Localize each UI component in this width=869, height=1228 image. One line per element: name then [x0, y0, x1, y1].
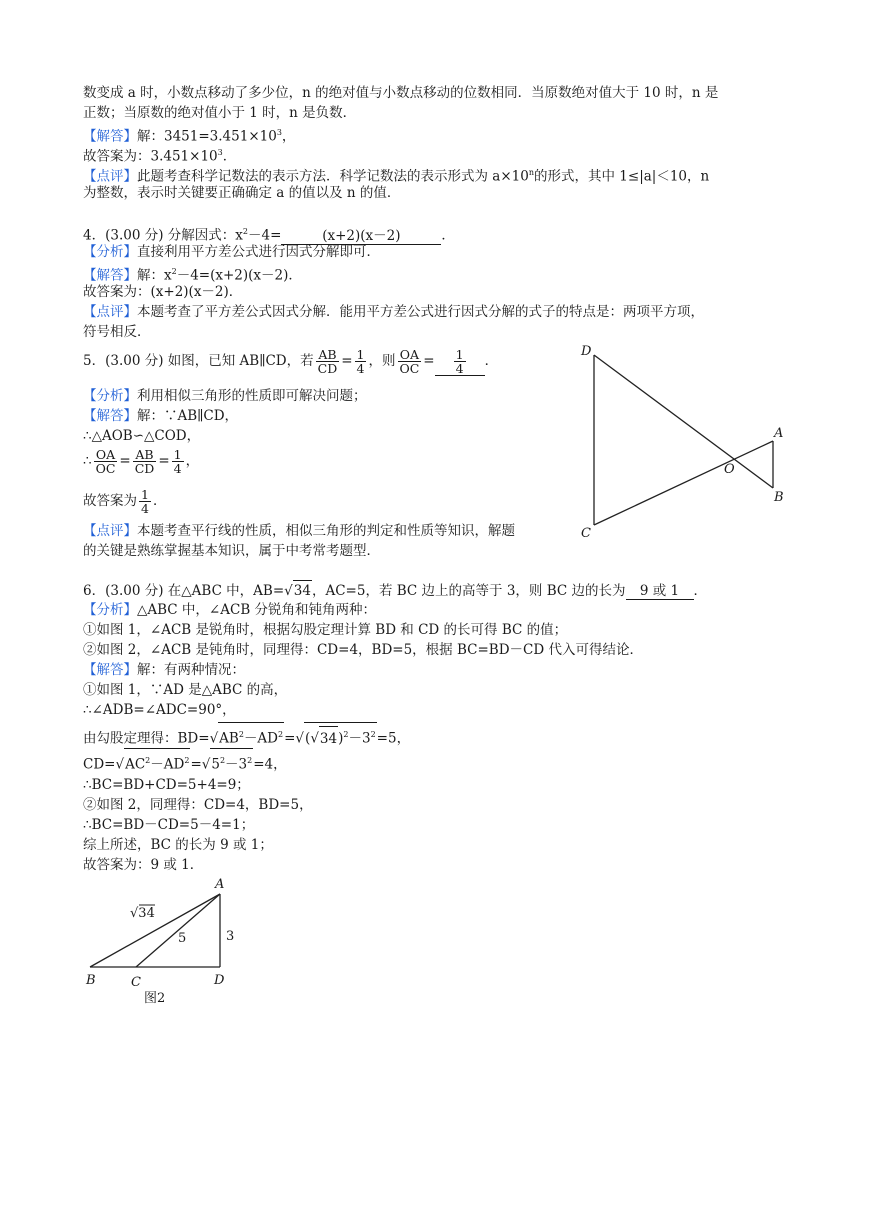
- analysis-tag: 【分析】: [83, 244, 137, 260]
- solution-step-cd: $CD=√AC^2-AD^2=√5^2-3^2=4$，: [83, 748, 287, 777]
- review-tag: 【点评】: [83, 168, 137, 185]
- review-line: [83, 302, 704, 322]
- ratio-line: [83, 446, 199, 476]
- review-text: 此题考查科学记数法的表示方法．科学记数法的表示形式为 a×10: [137, 168, 529, 185]
- solution-step: ①如图 1，∵AD 是△ABC 的高，: [83, 682, 288, 698]
- stem-text: 4．(3.00 分) 分解因式：x: [83, 227, 243, 244]
- solution-step: ∴∠ADB=∠ADC=90°，: [83, 702, 236, 718]
- final-answer: 故答案为：9 或 1．: [83, 857, 204, 873]
- fraction-ab-cd: $\frac{AB}{CD}$: [317, 347, 338, 376]
- final-text: 故答案为：3.451×10: [83, 148, 218, 165]
- answer-text: 解：3451=3.451×10: [137, 128, 277, 145]
- fraction-value: $\frac{1}{4}$: [356, 347, 365, 376]
- question-5-stem: [83, 346, 498, 376]
- sqrt-34: 34: [293, 580, 312, 601]
- punct: ．: [222, 148, 237, 165]
- label-o: O: [724, 462, 735, 477]
- final-answer: [83, 486, 166, 516]
- answer-text: 解：∵AB∥CD，: [137, 408, 239, 424]
- exponent: 2: [242, 227, 248, 236]
- similar-line: ∴△AOB∽△COD，: [83, 428, 201, 444]
- label-d: D: [214, 973, 225, 988]
- answer-tag: 【解答】: [83, 662, 137, 678]
- answer-blank: (x+2)(x－2): [281, 228, 441, 245]
- analysis-text: 直接利用平方差公式进行因式分解即可．: [137, 244, 380, 260]
- review-line: 为整数，表示时关键要正确确定 a 的值以及 n 的值．: [83, 185, 401, 201]
- answer-text: 解：有两种情况：: [137, 662, 245, 678]
- therefore: ∴: [83, 453, 92, 469]
- equals: =: [158, 453, 170, 469]
- segment-db: [594, 355, 773, 488]
- blank-fraction: $\frac{1}{4}$: [455, 347, 464, 376]
- answer-tag: 【解答】: [83, 267, 137, 284]
- segment-ca: [594, 441, 773, 525]
- equals: =: [341, 353, 353, 369]
- label-c: C: [581, 526, 591, 541]
- punct: ．: [441, 227, 455, 244]
- answer-tag: 【解答】: [83, 128, 137, 145]
- answer-tag: 【解答】: [83, 408, 137, 424]
- label-a: A: [215, 877, 225, 892]
- stem-text: －4=: [247, 227, 282, 244]
- review-tag: 【点评】: [83, 304, 137, 320]
- text-line: 正数；当原数的绝对值小于 1 时，n 是负数．: [83, 105, 357, 121]
- sqrt-expression: $AB^2-AD^2$: [218, 722, 284, 751]
- label-sqrt34: √34: [130, 906, 155, 921]
- solution-step: ∴BC=BD－CD=5－4=1；: [83, 817, 255, 833]
- punct: ．: [484, 353, 499, 369]
- sqrt-expression: $(√34)^2-3^2$: [304, 722, 377, 751]
- solution-step-bd: 由勾股定理得：$BD=√AB^2-AD^2=√(√34)^2-3^2=5$，: [83, 722, 410, 751]
- review-line: 符号相反．: [83, 324, 151, 340]
- analysis-case-1: ①如图 1，∠ACB 是锐角时，根据勾股定理计算 BD 和 CD 的长可得 BC 的值；: [83, 622, 568, 638]
- answer-line: [83, 406, 238, 426]
- step-text: CD=: [83, 756, 116, 773]
- exponent: 2: [171, 267, 177, 276]
- exponent: 3: [217, 148, 223, 157]
- analysis-tag: 【分析】: [83, 602, 137, 618]
- review-text: 的形式，其中 1≤|a|＜10，n: [534, 168, 710, 185]
- equals: =: [423, 353, 435, 369]
- label-a: A: [774, 426, 784, 441]
- question-6-stem: 6．(3.00 分) 在△ABC 中，AB=√34，AC=5，若 BC 边上的高等于 3，则 BC 边的长为 9 或 1 ．: [83, 580, 707, 601]
- sqrt-expression: $5^2-3^2$: [210, 748, 253, 777]
- review-line: [83, 521, 515, 541]
- exponent: n: [528, 168, 534, 177]
- step-text: =4，: [253, 756, 287, 773]
- solution-step: ②如图 2，同理得：CD=4，BD=5，: [83, 797, 313, 813]
- exponent: 3: [276, 128, 282, 137]
- sqrt-expression: $AC^2-AD^2$: [124, 748, 190, 777]
- figure-parallel-triangles: [570, 335, 800, 545]
- label-c: C: [131, 975, 141, 990]
- final-answer: 故答案为：(x+2)(x－2)．: [83, 284, 243, 300]
- analysis-tag: 【分析】: [83, 388, 137, 404]
- label-b: B: [86, 973, 96, 988]
- fraction-value: $\frac{1}{4}$: [173, 447, 182, 476]
- stem-text: ，则: [368, 353, 396, 369]
- answer-text: －4=(x+2)(x－2)．: [176, 267, 302, 284]
- stem-text: 5．(3.00 分) 如图，已知 AB∥CD，若: [83, 353, 314, 369]
- fraction-oa-oc: $\frac{OA}{OC}$: [399, 347, 420, 376]
- equals: =: [190, 756, 202, 773]
- label-ad-length: 3: [226, 929, 235, 944]
- answer-blank: [435, 348, 485, 376]
- final-text: 故答案为: [83, 493, 137, 509]
- answer-line: [83, 660, 245, 680]
- step-text: =5，: [376, 730, 411, 747]
- punct: ，: [281, 128, 296, 145]
- solution-step: 综上所述，BC 的长为 9 或 1；: [83, 837, 273, 853]
- review-line: 的关键是熟练掌握基本知识，属于中考常考题型．: [83, 543, 380, 559]
- fraction-value: $\frac{1}{4}$: [141, 487, 149, 516]
- analysis-line: [83, 242, 380, 262]
- label-b: B: [774, 490, 784, 505]
- equals: =: [284, 730, 296, 747]
- label-ac-length: 5: [178, 931, 187, 946]
- fraction-ab-cd: $\frac{AB}{CD}$: [134, 447, 155, 476]
- step-text: 由勾股定理得：BD=: [83, 730, 210, 747]
- punct: ，: [185, 453, 200, 469]
- analysis-text: △ABC 中，∠ACB 分锐角和钝角两种：: [137, 602, 377, 618]
- analysis-line: [83, 600, 376, 620]
- fraction-oa-oc: $\frac{OA}{OC}$: [95, 447, 116, 476]
- review-text: 本题考查了平方差公式因式分解．能用平方差公式进行因式分解的式子的特点是：两项平方项，: [137, 304, 704, 320]
- analysis-case-2: ②如图 2，∠ACB 是钝角时，同理得：CD=4，BD=5，根据 BC=BD－CD 代入可得结论．: [83, 642, 643, 658]
- figure-caption: 图2: [144, 991, 166, 1006]
- stem-text: 6．(3.00 分) 在△ABC 中，AB=: [83, 583, 285, 599]
- review-text: 本题考查平行线的性质，相似三角形的判定和性质等知识，解题: [137, 523, 515, 539]
- punct: ．: [152, 493, 167, 509]
- equals: =: [119, 453, 131, 469]
- analysis-text: 利用相似三角形的性质即可解决问题；: [137, 388, 367, 404]
- punct: ．: [693, 583, 707, 599]
- solution-step: ∴BC=BD+CD=5+4=9；: [83, 777, 250, 793]
- stem-text: ，AC=5，若 BC 边上的高等于 3，则 BC 边的长为: [311, 583, 626, 599]
- answer-text: 解：x: [137, 267, 172, 284]
- analysis-line: [83, 386, 367, 406]
- answer-blank: 9 或 1: [626, 583, 694, 600]
- label-d: D: [581, 344, 592, 359]
- text-line: 数变成 a 时，小数点移动了多少位，n 的绝对值与小数点移动的位数相同．当原数绝对值大于 10 时，n 是: [83, 85, 719, 101]
- review-tag: 【点评】: [83, 523, 137, 539]
- figure-triangle-abc: [80, 872, 260, 1012]
